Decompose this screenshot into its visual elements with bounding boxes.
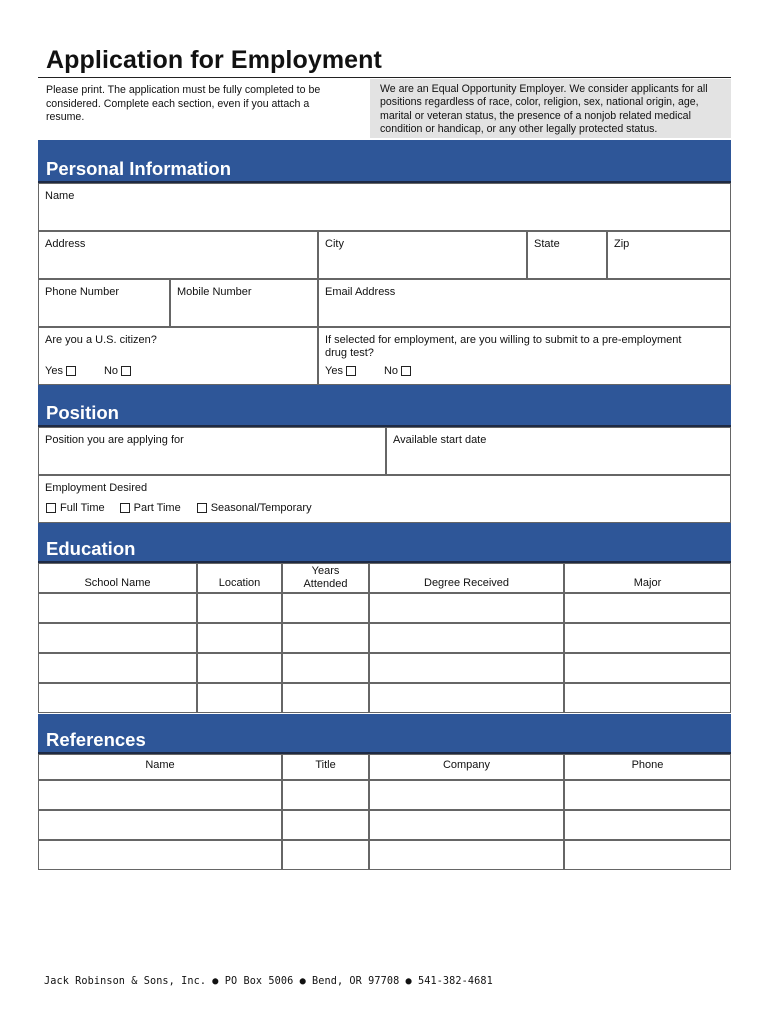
education-cell[interactable] xyxy=(564,683,731,713)
state-field[interactable] xyxy=(527,231,607,279)
full-time-option[interactable] xyxy=(46,502,105,514)
education-cell[interactable] xyxy=(38,683,197,713)
drug-test-label: If selected for employment, are you willing to submit to a pre-employment drug test? xyxy=(325,334,682,359)
address-label: Address xyxy=(45,238,86,250)
edu-col-major: Major xyxy=(564,563,731,593)
reference-cell[interactable] xyxy=(369,810,564,840)
section-header-position xyxy=(38,385,731,427)
instructions-text: Please print. The application must be fully completed to be considered. Complete each section, even if you attach a resume. xyxy=(46,84,321,123)
education-cell[interactable] xyxy=(197,653,282,683)
ref-col-phone: Phone xyxy=(564,754,731,780)
position-applying-field[interactable] xyxy=(38,427,386,475)
reference-cell[interactable] xyxy=(369,840,564,870)
ref-col-name: Name xyxy=(38,754,282,780)
mobile-field[interactable] xyxy=(170,279,318,327)
education-cell[interactable] xyxy=(369,653,564,683)
start-date-label: Available start date xyxy=(393,434,487,446)
edu-col-years-label: Years Attended xyxy=(303,565,348,590)
reference-cell[interactable] xyxy=(38,810,282,840)
drug-test-no-label: No xyxy=(383,365,399,377)
drug-test-no-checkbox[interactable] xyxy=(401,366,411,376)
full-time-checkbox[interactable] xyxy=(46,503,56,513)
email-field[interactable] xyxy=(318,279,731,327)
reference-cell[interactable] xyxy=(38,780,282,810)
education-cell[interactable] xyxy=(197,683,282,713)
seasonal-label: Seasonal/Temporary xyxy=(210,502,312,514)
citizen-yes-label: Yes xyxy=(45,365,63,377)
section-title-references: References xyxy=(46,729,146,750)
phone-field[interactable] xyxy=(38,279,170,327)
education-cell[interactable] xyxy=(564,593,731,623)
education-cell[interactable] xyxy=(564,653,731,683)
seasonal-checkbox[interactable] xyxy=(197,503,207,513)
eeo-statement: We are an Equal Opportunity Employer. We consider applicants for all positions regardless of race, color, religion, sex, national origin, age, marital or veteran status, the presence of a nonjob related medical condition or handicap, or any other legally protected status. xyxy=(370,79,731,138)
email-label: Email Address xyxy=(325,286,396,298)
education-cell[interactable] xyxy=(38,623,197,653)
edu-col-location: Location xyxy=(197,563,282,593)
page-title: Application for Employment xyxy=(46,46,382,74)
reference-cell[interactable] xyxy=(282,840,369,870)
education-cell[interactable] xyxy=(197,623,282,653)
reference-cell[interactable] xyxy=(282,780,369,810)
citizen-no-label: No xyxy=(103,365,119,377)
employment-desired-section xyxy=(38,475,731,523)
name-field[interactable] xyxy=(38,183,731,231)
employment-desired-label: Employment Desired xyxy=(45,482,148,494)
education-cell[interactable] xyxy=(369,623,564,653)
drug-test-options xyxy=(325,365,425,377)
mobile-label: Mobile Number xyxy=(177,286,252,298)
reference-cell[interactable] xyxy=(564,780,731,810)
start-date-field[interactable] xyxy=(386,427,731,475)
state-label: State xyxy=(534,238,560,250)
section-header-personal xyxy=(38,140,731,183)
section-title-education: Education xyxy=(46,538,136,559)
part-time-option[interactable] xyxy=(120,502,181,514)
phone-label: Phone Number xyxy=(45,286,119,298)
city-label: City xyxy=(325,238,344,250)
edu-col-degree: Degree Received xyxy=(369,563,564,593)
city-field[interactable] xyxy=(318,231,527,279)
reference-cell[interactable] xyxy=(282,810,369,840)
ref-col-title: Title xyxy=(282,754,369,780)
section-header-education xyxy=(38,523,731,563)
drug-test-yes-label: Yes xyxy=(325,365,343,377)
education-cell[interactable] xyxy=(369,593,564,623)
section-title-position: Position xyxy=(46,402,119,423)
education-cell[interactable] xyxy=(282,623,369,653)
citizen-no-option[interactable] xyxy=(104,365,131,377)
education-cell[interactable] xyxy=(282,593,369,623)
seasonal-option[interactable] xyxy=(197,502,312,514)
company-footer: Jack Robinson & Sons, Inc. ● PO Box 5006 ● Bend, OR 97708 ● 541-382-4681 xyxy=(44,976,493,987)
citizen-options xyxy=(45,365,145,377)
citizen-yes-checkbox[interactable] xyxy=(66,366,76,376)
citizen-no-checkbox[interactable] xyxy=(121,366,131,376)
citizen-label: Are you a U.S. citizen? xyxy=(45,334,157,346)
reference-cell[interactable] xyxy=(564,840,731,870)
citizen-yes-option[interactable] xyxy=(45,365,76,377)
education-cell[interactable] xyxy=(564,623,731,653)
zip-field[interactable] xyxy=(607,231,731,279)
education-cell[interactable] xyxy=(369,683,564,713)
ref-col-company: Company xyxy=(369,754,564,780)
education-cell[interactable] xyxy=(282,683,369,713)
employment-type-options xyxy=(46,502,326,514)
full-time-label: Full Time xyxy=(60,502,105,514)
drug-test-yes-option[interactable] xyxy=(325,365,356,377)
section-title-personal: Personal Information xyxy=(46,158,232,179)
reference-cell[interactable] xyxy=(564,810,731,840)
title-divider xyxy=(38,77,731,78)
section-header-references xyxy=(38,714,731,754)
education-cell[interactable] xyxy=(38,653,197,683)
name-label: Name xyxy=(45,190,75,202)
education-cell[interactable] xyxy=(197,593,282,623)
zip-label: Zip xyxy=(614,238,630,250)
edu-col-years xyxy=(282,563,369,593)
part-time-label: Part Time xyxy=(133,502,181,514)
drug-test-yes-checkbox[interactable] xyxy=(346,366,356,376)
part-time-checkbox[interactable] xyxy=(120,503,130,513)
drug-test-no-option[interactable] xyxy=(384,365,411,377)
reference-cell[interactable] xyxy=(369,780,564,810)
position-applying-label: Position you are applying for xyxy=(45,434,184,446)
education-cell[interactable] xyxy=(38,593,197,623)
address-field[interactable] xyxy=(38,231,318,279)
edu-col-school: School Name xyxy=(38,563,197,593)
education-cell[interactable] xyxy=(282,653,369,683)
reference-cell[interactable] xyxy=(38,840,282,870)
